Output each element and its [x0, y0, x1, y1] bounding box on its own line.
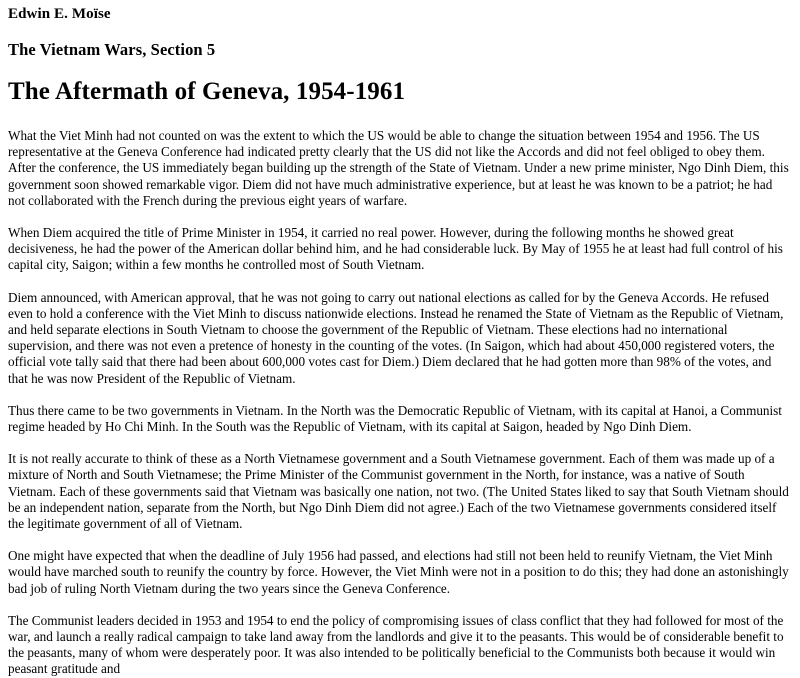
section-title: The Vietnam Wars, Section 5 — [8, 40, 216, 59]
paragraph: The Communist leaders decided in 1953 and 1954 to end the policy of compromising issues of class conflict that they had followed for most of the war, and launch a really radical campaign to take land away from the landlords and give it to the peasants. This would be of considerable benefit to the peasants, many of whom were desperately poor. It was also intended to be politically beneficial to the Communists both because it would win peasant gratitude and — [8, 612, 784, 677]
paragraph: It is not really accurate to think of these as a North Vietnamese government and a South Vietnamese government. Each of them was made up of a mixture of North and South Vietnamese; the Prime Minister of the Communist government in the North, for instance, was a native of South Vietnam. Each of these governments said that Vietnam was basically one nation, not two. (The United States liked to say that South Vietnam should be an independent nation, separate from the North, but Ngo Dinh Diem did not agree.) Each of the two Vietnamese governments considered itself the legitimate government of all of Vietnam. — [8, 451, 789, 532]
article-body — [8, 128, 792, 678]
paragraph: Diem announced, with American approval, that he was not going to carry out national elections as called for by the Geneva Accords. He refused even to hold a conference with the Viet Minh to discuss nationwide elections. Instead he renamed the State of Vietnam as the Republic of Vietnam, and held separate elections in South Vietnam to choose the government of the Republic of Vietnam. These elections had no international supervision, and there was not even a pretence of honesty in the counting of the votes. (In Saigon, which had about 450,000 registered voters, the official vote tally said that there had been about 600,000 votes cast for Diem.) Diem declared that he had gotten more than 98% of the votes, and that he was now President of the Republic of Vietnam. — [8, 289, 784, 386]
author-byline: Edwin E. Moïse — [8, 6, 111, 22]
paragraph: When Diem acquired the title of Prime Minister in 1954, it carried no real power. However, during the following months he showed great decisiveness, he had the power of the American dollar behind him, and he had considerable luck. By May of 1955 he at least had full control of his capital city, Saigon; within a few months he controlled most of South Vietnam. — [8, 225, 783, 273]
paragraph: What the Viet Minh had not counted on was the extent to which the US would be able to change the situation between 1954 and 1956. The US representative at the Geneva Conference had indicated pretty clearly that the US did not like the Accords and did not feel obliged to obey them. After the conference, the US immediately began building up the strength of the State of Vietnam. Under a new prime minister, Ngo Dinh Diem, this government soon showed remarkable vigor. Diem did not have much administrative experience, but at least he was known to be a patriot; he had not collaborated with the French during the previous eight years of warfare. — [8, 128, 789, 208]
paragraph: One might have expected that when the deadline of July 1956 had passed, and elections had still not been held to reunify Vietnam, the Viet Minh would have marched south to reunify the country by force. However, the Viet Minh were not in a position to do this; they had done an astonishingly bad job of ruling North Vietnam during the two years since the Geneva Conference. — [8, 548, 789, 596]
page-title: The Aftermath of Geneva, 1954-1961 — [8, 78, 406, 105]
paragraph: Thus there came to be two governments in Vietnam. In the North was the Democratic Republic of Vietnam, with its capital at Hanoi, a Communist regime headed by Ho Chi Minh. In the South was the Republic of Vietnam, with its capital at Saigon, headed by Ngo Dinh Diem. — [8, 402, 782, 435]
